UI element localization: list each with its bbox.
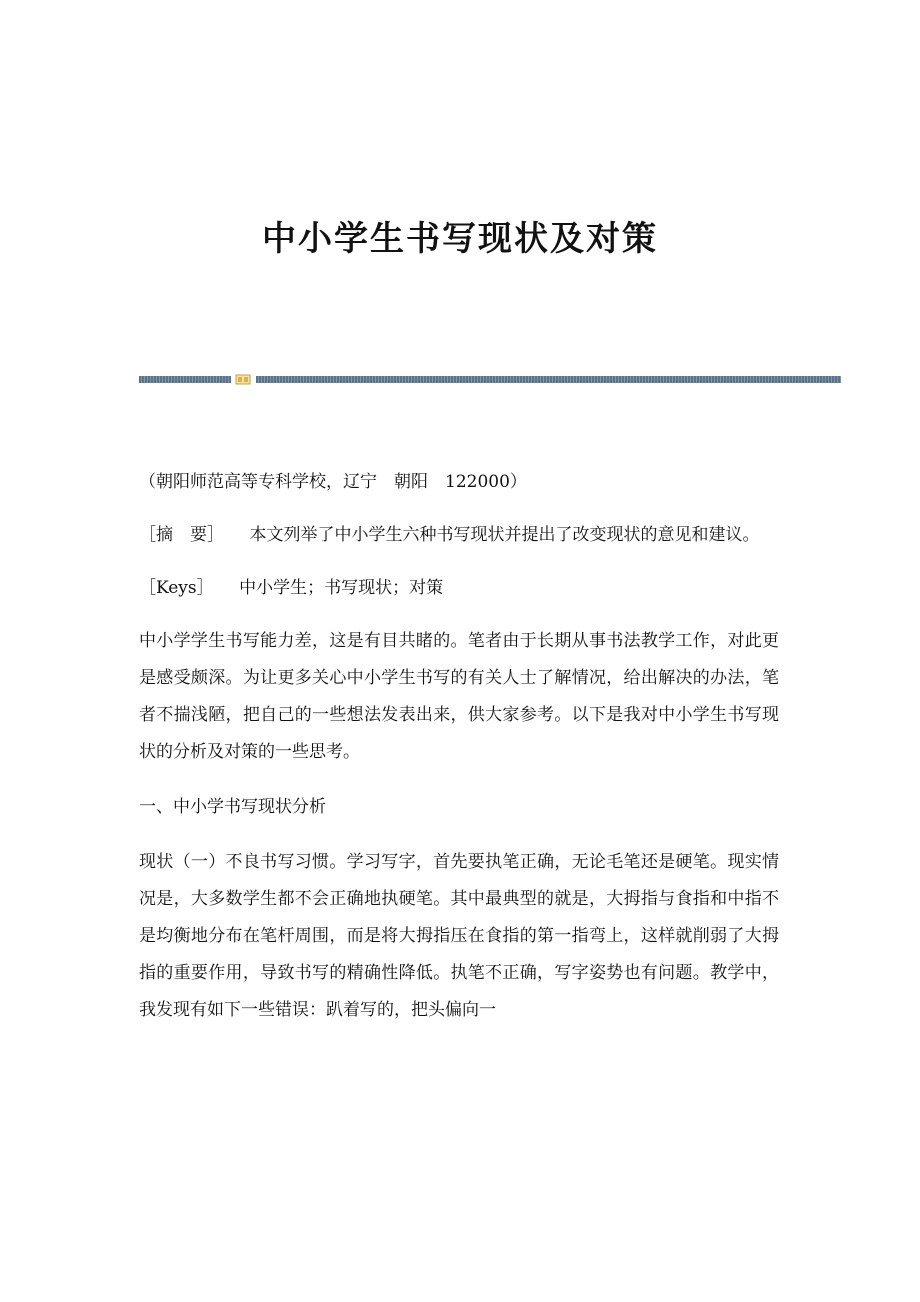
section-heading: 一、中小学书写现状分析 [139, 797, 326, 817]
divider-bar-right [256, 376, 841, 383]
keywords-text: 中小学生；书写现状；对策 [239, 578, 444, 598]
abstract-label: ［摘 要］ [139, 525, 224, 545]
divider-bar-left [139, 376, 231, 383]
body-paragraph: 现状（一）不良书写习惯。学习写字，首先要执笔正确，无论毛笔还是硬笔。现实情况是，大多数学生都不会正确地执硬笔。其中最典型的就是，大拇指与食指和中指不是均衡地分布在笔杆周围，而是将大拇指压在食指的第一指弯上，这样就削弱了大拇指的重要作用，导致书写的精确性降低。执笔不正确，写字姿势也有问题。教学中，我发现有如下一些错误：趴着写的，把头偏向一 [139, 852, 779, 1020]
keywords [139, 570, 779, 607]
intro-paragraph: 中小学学生书写能力差，这是有目共睹的。笔者由于长期从事书法教学工作，对此更是感受颇深。为让更多关心中小学生书写的有关人士了解情况，给出解决的办法，笔者不揣浅陋，把自己的一些想法发表出来，供大家参考。以下是我对中小学生书写现状的分析及对策的一些思考。 [139, 631, 779, 762]
document-body [139, 464, 779, 1047]
page-title: 中小学生书写现状及对策 [262, 219, 658, 259]
divider-ornament-icon [235, 374, 251, 385]
abstract [139, 517, 779, 554]
keywords-label: ［Keys］ [139, 578, 214, 598]
abstract-text: 本文列举了中小学生六种书写现状并提出了改变现状的意见和建议。 [249, 525, 760, 545]
affiliation: （朝阳师范高等专科学校，辽宁 朝阳 122000） [139, 472, 527, 492]
title-divider [139, 374, 841, 385]
